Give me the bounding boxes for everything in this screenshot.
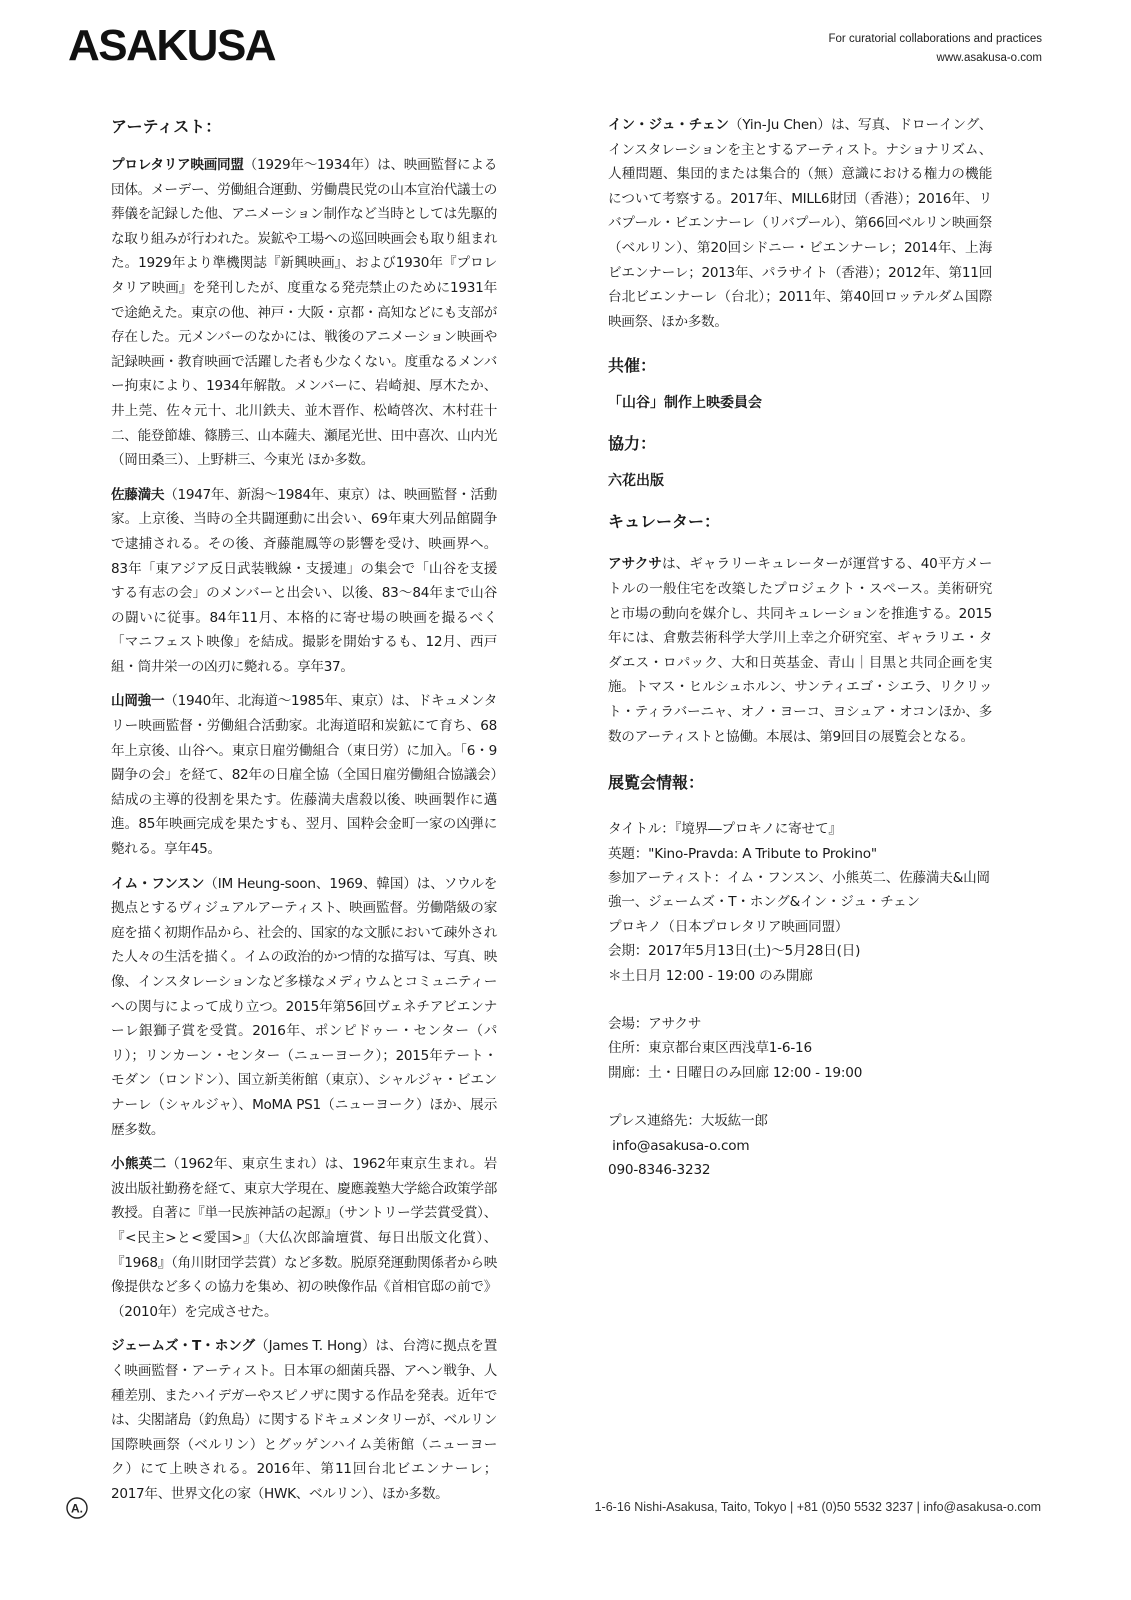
footer-logo-text: A. [71,1501,83,1516]
info-line: 会期：2017年5月13日(土)〜5月28日(日) [608,943,861,960]
cohost-value: 「山谷」制作上映委員会 [608,395,762,412]
press-phone: 090-8346-3232 [608,1161,711,1178]
curator-bio [608,552,992,749]
info-line: タイトル：『境界―プロキノに寄せて』 [608,821,842,838]
curator-heading: キュレーター： [608,512,721,532]
info-line: 英題："Kino-Pravda: A Tribute to Prokino" [608,845,877,862]
artist-name: 山岡強一 [111,693,165,710]
artist-name: 小熊英二 [111,1156,167,1173]
artist-bio [111,1152,497,1324]
info-line: プロキノ（日本プロレタリア映画同盟） [608,918,849,935]
info-line: 会場：アサクサ [608,1015,702,1032]
artist-bio [608,113,992,334]
artist-text: （Yin-Ju Chen）は、写真、ドローイング、インスタレーションを主とするアーティスト。ナショナリズム、人種問題、集団的または集合的（無）意識における権力の機能について考察する。2017年、MILL6財団（香港）；2016年、リバプール・ビエンナーレ（リバプール）、第66回ベルリン映画祭（ベルリン）、第20回シドニー・ビエンナーレ；2014年、上海ビエンナーレ；2013年、パラサイト（香港）；2012年、第11回台北ビエンナーレ（台北）；2011年、第40回ロッテルダム国際映画祭、ほか多数。 [608,117,992,330]
artist-bio [111,1334,497,1506]
info-line: 住所：東京都台東区西浅草1-6-16 [608,1040,812,1057]
exhibition-heading: 展覧会情報： [608,773,705,793]
info-line: プレス連絡先：大坂紘一郎 [608,1113,768,1130]
cooperation-value: 六花出版 [608,473,664,490]
info-line: 参加アーティスト：イム・フンスン、小熊英二、佐藤満夫&山岡 [608,869,990,886]
artist-name: 佐藤満夫 [111,486,165,503]
info-line: 強一、ジェームズ・T・ホング&イン・ジュ・チェン [608,894,920,911]
tagline-text: For curatorial collaborations and practices [828,33,1042,45]
artist-text: （IM Heung-soon、1969、韓国）は、ソウルを拠点とするヴィジュアルアーティスト、映画監督。労働階級の家庭を描く初期作品から、社会的、国家的な文脈において疎外された人々の生活を描く。イムの政治的かつ情的な描写は、写真、映像、インスタレーションなど多様なメディウムとコミュニティーへの関与によって成り立つ。2015年第56回ヴェネチアビエンナーレ銀獅子賞を受賞。2016年、ポンピドゥー・センター（パリ）；リンカーン・センター（ニューヨーク）；2015年テート・モダン（ロンドン）、国立新美術館（東京）、シャルジャ・ビエンナーレ（シャルジャ）、MoMA PS1（ニューヨーク）ほか、展示歴多数。 [111,875,497,1138]
curator-name: アサクサ [608,556,662,573]
artist-text: （1962年、東京生まれ）は、1962年東京生まれ。岩波出版社勤務を経て、東京大学現在、慶應義塾大学総合政策学部教授。自著に『単一民族神話の起源』（サントリー学芸賞受賞）、『<民主>と<愛国>』（大仏次郎論壇賞、毎日出版文化賞）、『1968』（角川財団学芸賞）など多数。脱原発運動関係者から映像提供など多くの協力を集め、初の映像作品《首相官邸の前で》（2010年）を完成させた。 [111,1156,497,1320]
website-link[interactable]: www.asakusa-o.com [936,52,1042,64]
exhibition-details [608,817,992,1182]
footer-contact: 1-6-16 Nishi-Asakusa, Taito, Tokyo | +81 (0)50 5532 3237 | info@asakusa-o.com [594,1500,1041,1514]
artist-bio [111,153,497,473]
brand-logo: ASAKUSA [68,21,276,70]
artist-text: （1947年、新潟〜1984年、東京）は、映画監督・活動家。上京後、当時の全共闘運動に出会い、69年東大列品館闘争で逮捕される。その後、斉藤龍鳳等の影響を受け、映画界へ。83年「東アジア反日武装戦線・支援連」の集会で「山谷を支援する有志の会」のメンバーと出会い、以後、83〜84年まで山谷の闘いに従事。84年11月、本格的に寄せ場の映画を撮るべく「マニフェスト映像」を結成。撮影を開始するも、12月、西戸組・筒井栄一の凶刃に斃れる。享年37。 [111,486,497,675]
left-column [111,115,497,1516]
artist-bio [111,872,497,1143]
artist-text: （1940年、北海道〜1985年、東京）は、ドキュメンタリー映画監督・労働組合活動家。北海道昭和炭鉱にて育ち、68年上京後、山谷へ。東京日雇労働組合（東日労）に加入。「6・9闘争の会」を経て、82年の日雇全協（全国日雇労働組合協議会）結成の主導的役割を果たす。佐藤満夫虐殺以後、映画製作に邁進。85年映画完成を果たすも、翌月、国粋会金町一家の凶弾に斃れる。享年45。 [111,693,497,858]
curator-text: は、ギャラリーキュレーターが運営する、40平方メートルの一般住宅を改築したプロジェクト・スペース。美術研究と市場の動向を媒介し、共同キュレーションを推進する。2015年には、倉敷芸術科学大学川上幸之介研究室、ギャラリエ・タダエス・ロパック、大和日英基金、青山｜目黒と共同企画を実施。トマス・ヒルシュホルン、サンティエゴ・シエラ、リクリット・ティラバーニャ、オノ・ヨーコ、ヨシュア・オコンほか、多数のアーティストと協働。本展は、第9回目の展覧会となる。 [608,556,992,745]
press-email-link[interactable]: info@asakusa-o.com [608,1137,750,1154]
right-column [608,113,992,1182]
artists-heading: アーティスト： [111,117,222,136]
artist-name: ジェームズ・T・ホング [111,1338,256,1355]
artist-bio [111,689,497,861]
cohost-heading: 共催： [608,356,657,376]
header-tagline [829,30,1043,68]
artist-text: （James T. Hong）は、台湾に拠点を置く映画監督・アーティスト。日本軍の細菌兵器、アヘン戦争、人種差別、またハイデガーやスピノザに関する作品を発表。近年では、尖閣諸島（釣魚島）に関するドキュメンタリーが、ベルリン国際映画祭（ベルリン）とグッゲンハイム美術館（ニューヨーク）にて上映される。2016年、第11回台北ビエンナーレ；2017年、世界文化の家（HWK、ベルリン）、ほか多数。 [111,1338,497,1502]
info-line: ＊土日月 12:00 - 19:00 のみ開廊 [608,967,813,984]
artist-name: イン・ジュ・チェン [608,117,729,133]
info-line: 開廊：土・日曜日のみ回廊 12:00 - 19:00 [608,1064,863,1081]
artist-bio [111,483,497,680]
artist-name: プロレタリア映画同盟 [111,157,244,173]
footer-logo-mark-icon [66,1497,88,1519]
cooperation-heading: 協力： [608,434,657,454]
artist-text: （1929年〜1934年）は、映画監督による団体。メーデー、労働組合運動、労働農民党の山本宣治代議士の葬儀を記録した他、アニメーション制作など当時としては先駆的な取り組みが行われた。炭鉱や工場への巡回映画会も取り組まれた。1929年より準機関誌『新興映画』、および1930年『プロレタリア映画』を発刊したが、度重なる発売禁止のために1931年で途絶えた。東京の他、神戸・大阪・京都・高知などにも支部が存在した。元メンバーのなかには、戦後のアニメーション映画や記録映画・教育映画で活躍した者も少なくない。度重なるメンバー拘束により、1934年解散。メンバーに、岩崎昶、厚木たか、井上莞、佐々元十、北川鉄夫、並木晋作、松崎啓次、木村荘十二、能登節雄、篠勝三、山本薩夫、瀬尾光世、田中喜次、山内光（岡田桑三）、上野耕三、今東光 ほか多数。 [111,157,497,469]
artist-name: イム・フンスン [111,875,205,892]
